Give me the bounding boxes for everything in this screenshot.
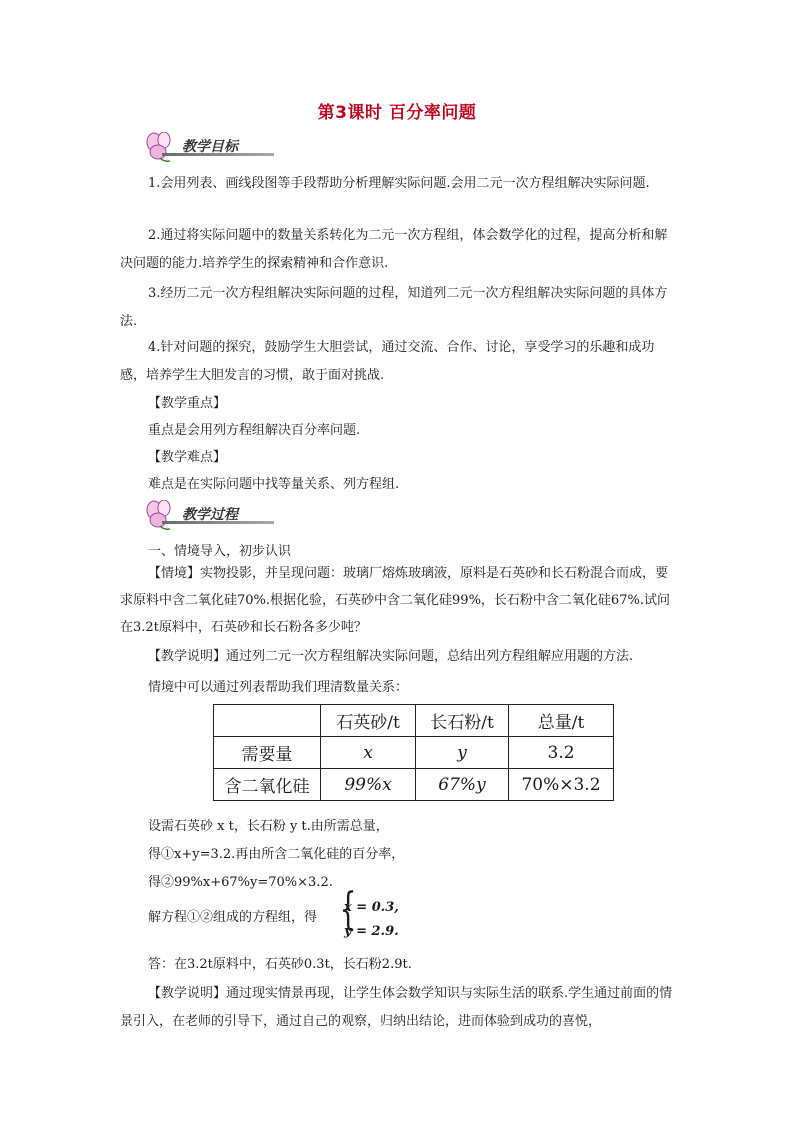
key-point-text: 重点是会用列方程组解决百分率问题. [148, 423, 361, 438]
section-header-goals [142, 132, 274, 162]
solution-y: y = 2.9. [344, 924, 399, 939]
equation-2: 得②99%x+67%y=70%×3.2. [148, 875, 333, 890]
equation-1: 得①x+y=3.2.再由所含二氧化硅的百分率， [148, 847, 405, 862]
setup-text: 设需石英砂 x t，长石粉 y t.由所需总量， [148, 819, 389, 834]
quantity-table [213, 704, 614, 801]
table-header-cell: 总量/t [509, 705, 614, 737]
key-point-label: 【教学重点】 [148, 396, 227, 411]
table-cell: 3.2 [509, 737, 614, 769]
flower-icon [142, 500, 182, 532]
teaching-note-2: 【教学说明】通过现实情景再现，让学生体会数学知识与实际生活的联系.学生通过前面的情景引入，在老师的引导下，通过自己的观察，归纳出结论，进而体验到成功的喜悦， [120, 986, 673, 1029]
solve-text: 解方程①②组成的方程组，得 [148, 910, 318, 925]
solution-x: x = 0.3, [344, 900, 399, 915]
teaching-note-1: 【教学说明】通过列二元一次方程组解决实际问题，总结出列方程组解应用题的方法. [148, 649, 634, 664]
table-cell: 含二氧化硅 [214, 769, 321, 801]
goal-4: 4.针对问题的探究，鼓励学生大胆尝试，通过交流、合作、讨论，享受学习的乐趣和成功感，培养学生大胆发言的习惯，敢于面对挑战. [120, 340, 655, 383]
goal-1: 1.会用列表、画线段图等手段帮助分析理解实际问题.会用二元一次方程组解决实际问题. [148, 176, 650, 191]
difficulty-text: 难点是在实际问题中找等量关系、列方程组. [148, 477, 400, 492]
table-row [214, 769, 614, 801]
table-row [214, 737, 614, 769]
difficulty-label: 【教学难点】 [148, 450, 227, 465]
flower-icon [142, 132, 182, 164]
section-label: 教学目标 [182, 139, 238, 155]
goal-3: 3.经历二元一次方程组解决实际问题的过程，知道列二元一次方程组解决实际问题的具体方法. [120, 286, 668, 329]
table-cell: 67%y [416, 769, 509, 801]
table-cell: x [321, 737, 416, 769]
page-title: 第3课时 百分率问题 [317, 103, 477, 123]
table-cell: 需要量 [214, 737, 321, 769]
section-label: 教学过程 [182, 507, 238, 523]
answer-text: 答：在3.2t原料中，石英砂0.3t，长石粉2.9t. [148, 957, 412, 972]
table-intro: 情境中可以通过列表帮助我们理清数量关系： [148, 680, 409, 695]
table-cell: 99%x [321, 769, 416, 801]
goal-2: 2.通过将实际问题中的数量关系转化为二元一次方程组，体会数学化的过程，提高分析和解决问题的能力.培养学生的探索精神和合作意识. [120, 228, 668, 271]
table-header-cell: 石英砂/t [321, 705, 416, 737]
section-header-process [142, 500, 274, 530]
table-header-cell [214, 705, 321, 737]
table-cell: 70%×3.2 [509, 769, 614, 801]
situation-text: 【情境】实物投影，并呈现问题：玻璃厂熔炼玻璃液，原料是石英砂和长石粉混合而成，要求原料中含二氧化硅70%.根据化验，石英砂中含二氧化硅99%，长石粉中含二氧化硅67%.试问在3.2t原料中，石英砂和长石粉各多少吨？ [120, 566, 670, 635]
table-cell: y [416, 737, 509, 769]
step-heading: 一、情境导入，初步认识 [148, 544, 292, 559]
brace-symbol: { [339, 884, 357, 935]
table-header-cell: 长石粉/t [416, 705, 509, 737]
table-header-row [214, 705, 614, 737]
